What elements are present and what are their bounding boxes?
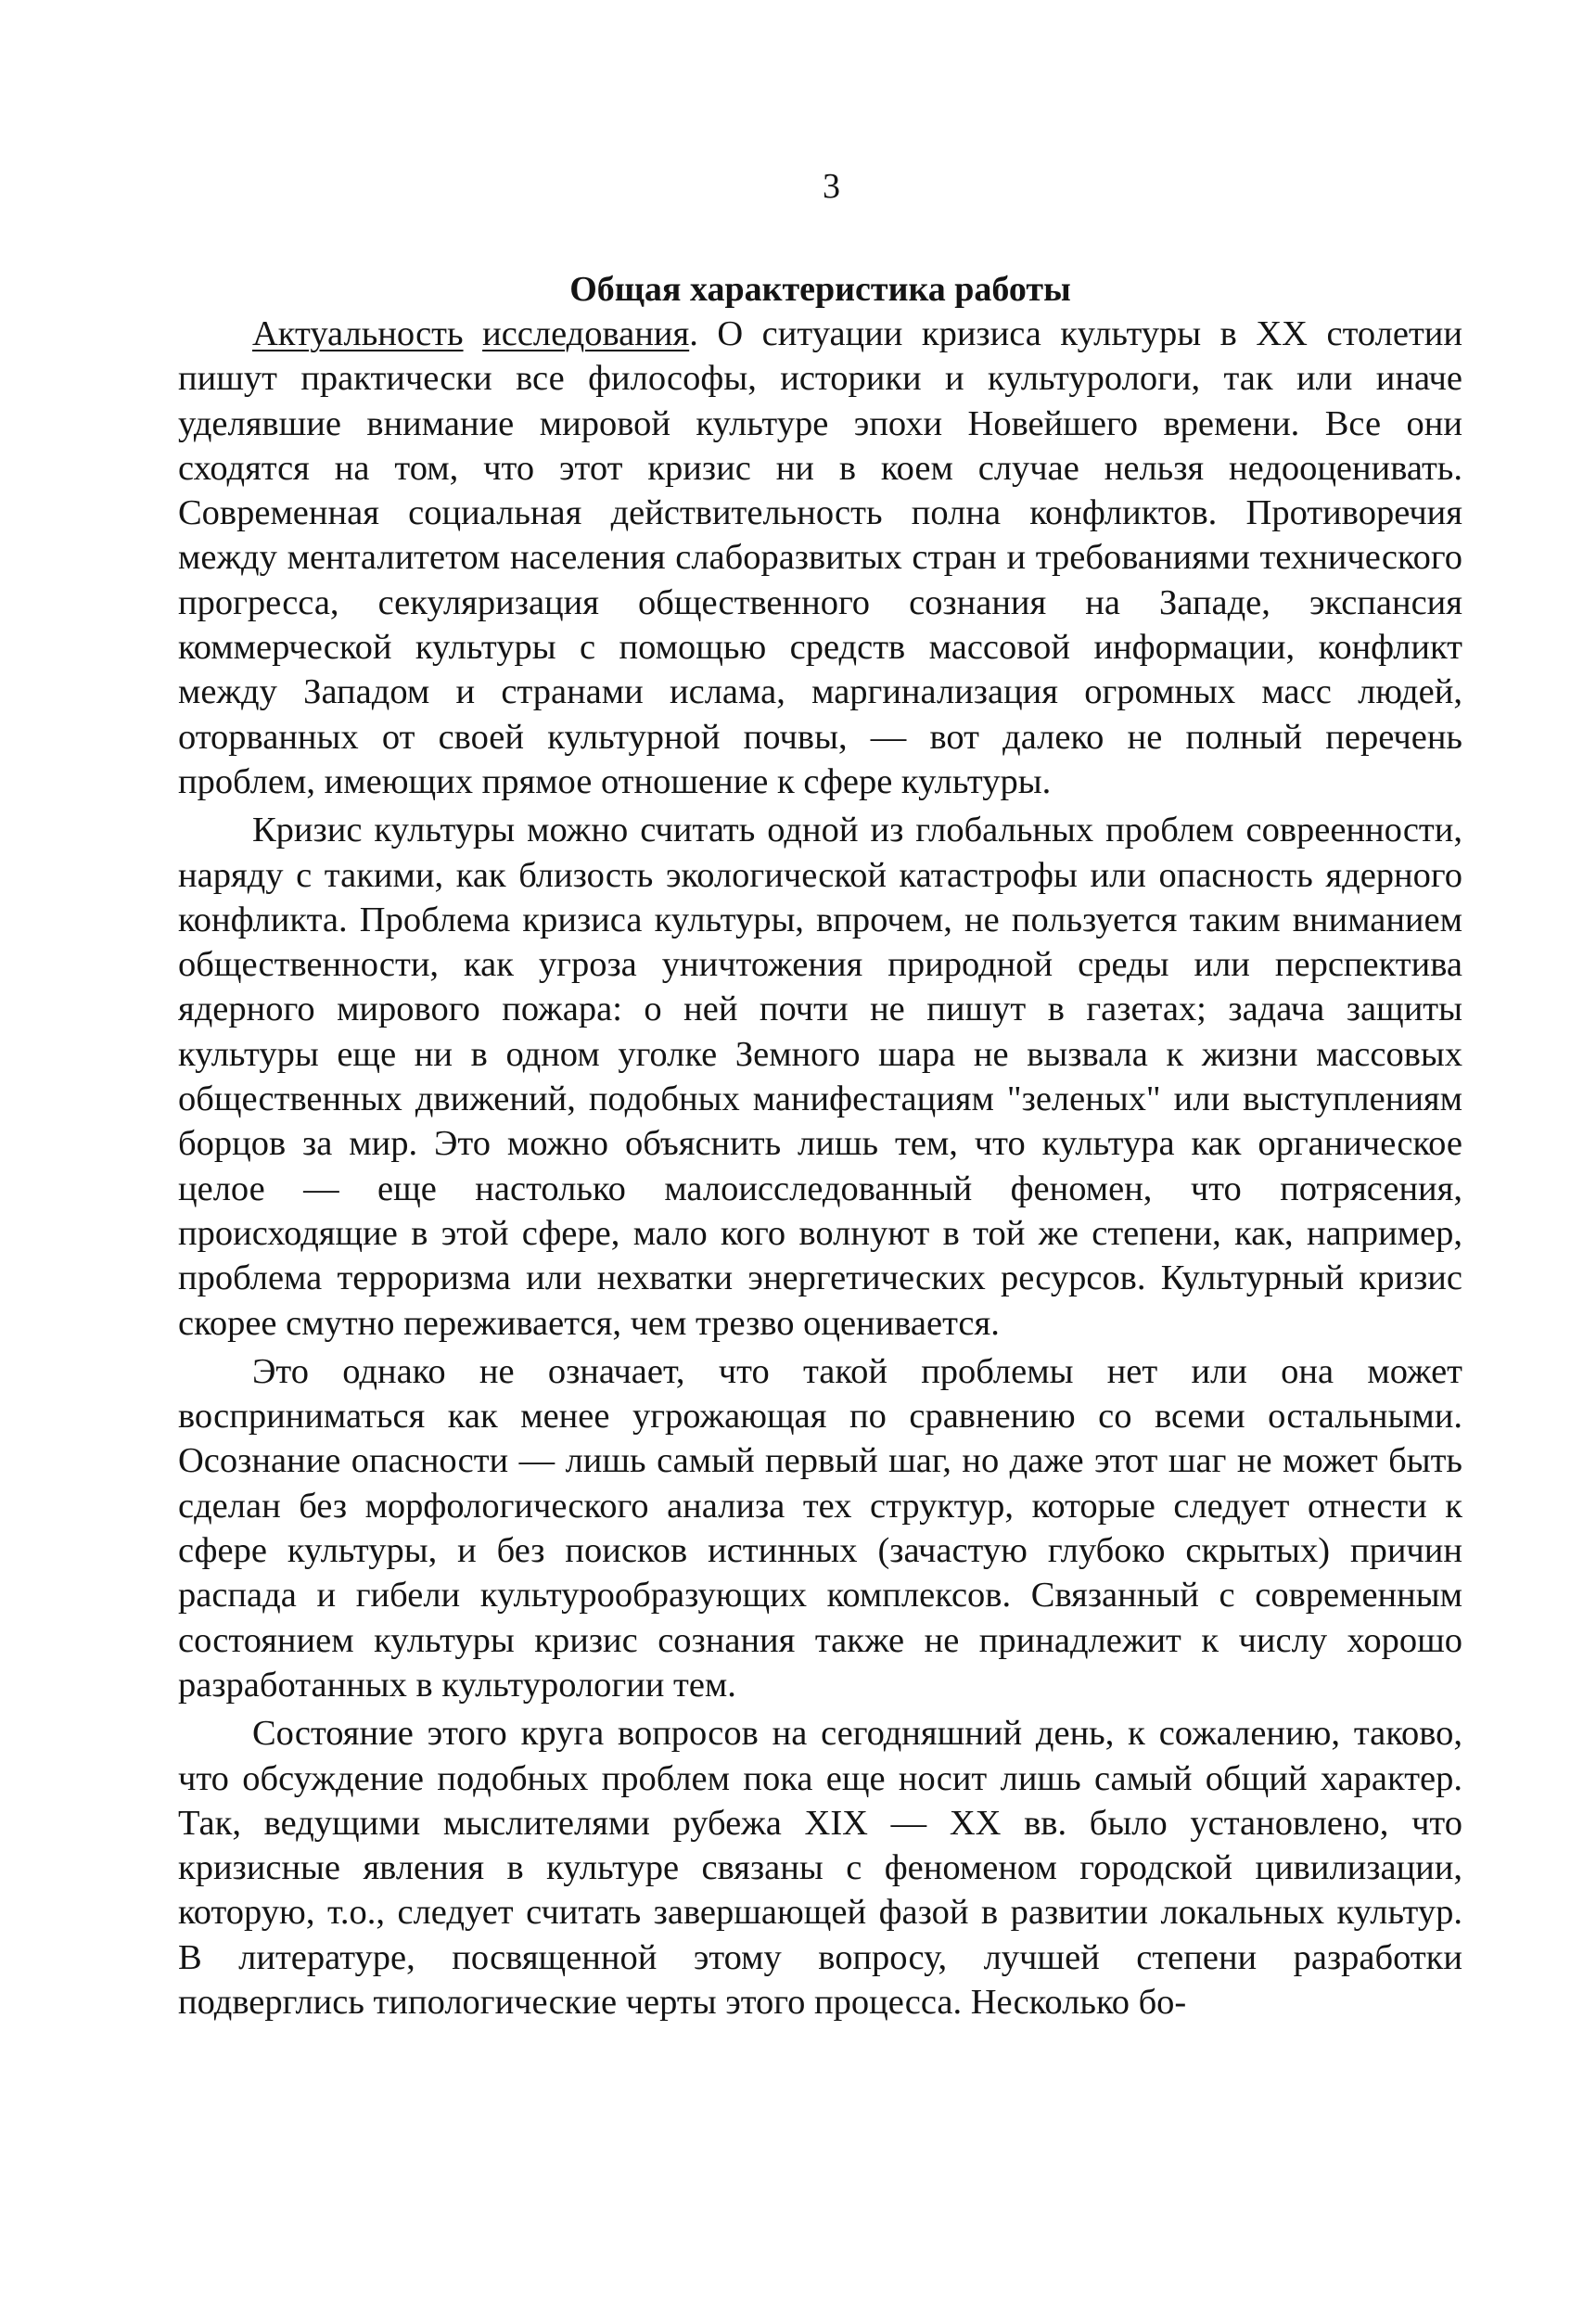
paragraph-culture-crisis: Кризис культуры можно считать одной из глобальных проблем совреенности, наряду с такими, как близость экологической катастрофы или опасность ядерного конфликта. Проблема кризиса культуры, впрочем, не пользуется таким вниманием общественности, как угроза уничтожения природной среды или перспектива ядерного мирового пожара: о ней почти не пишут в газетах; задача защиты культуры еще ни в одном уголке Земного шара не вызвала к жизни массовых общественных движений, подобных манифестациям "зеленых" или выступлениям борцов за мир. Это можно объяснить лишь тем, что культура как органическое целое — еще настолько малоисследованный феномен, что потрясения, происходящие в этой сфере, мало кого волнуют в той же степени, как, например, проблема терроризма или нехватки энергетических ресурсов. Культурный кризис скорее смутно переживается, чем трезво оценивается. (178, 811, 1462, 1343)
page-body (178, 267, 1462, 2024)
section-heading: Общая характеристика работы (569, 270, 1071, 309)
lead-word-research: исследования (482, 314, 690, 353)
paragraph-awareness: Это однако не означает, что такой проблемы нет или она может восприниматься как менее угрожающая по сравнению со всеми остальными. Осознание опасности — лишь самый первый шаг, но даже этот шаг не может быть сделан без морфологического анализа тех структур, которые следует отнести к сфере культуры, и без поисков истинных (зачастую глубоко скрытых) причин распада и гибели культурообразующих комплексов. Связанный с современным состоянием культуры кризис сознания также не принадлежит к числу хорошо разработанных в культурологии тем. (178, 1351, 1462, 1705)
lead-word-relevance: Актуальность (252, 314, 464, 353)
page-number: 3 (823, 167, 840, 206)
paragraph-state-of-research: Состояние этого круга вопросов на сегодняшний день, к сожалению, таково, что обсуждение подобных проблем пока еще носит лишь самый общий характер. Так, ведущими мыслителями рубежа XIX — XX вв. было установлено, что кризисные явления в культуре связаны с феноменом городской цивилизации, которую, т.о., следует считать завершающей фазой в развитии локальных культур. В литературе, посвященной этому вопросу, лучшей степени разработки подверглись типологические черты этого процесса. Несколько бо- (178, 1714, 1462, 2022)
paragraph-relevance-text: . О ситуации кризиса культуры в XX столетии пишут практически все философы, историки и культурологи, так или иначе уделявшие внимание мировой культуре эпохи Новейшего времени. Все они сходятся на том, что этот кризис ни в коем случае нельзя недооценивать. Современная социальная действительность полна конфликтов. Противоречия между менталитетом населения слаборазвитых стран и требованиями технического прогресса, секуляризация общественного сознания на Западе, экспансия коммерческой культуры с помощью средств массовой информации, конфликт между Западом и странами ислама, маргинализация огромных масс людей, оторванных от своей культурной почвы, — вот далеко не полный перечень проблем, имеющих прямое отношение к сфере культуры. (178, 314, 1463, 801)
paragraph-relevance (178, 312, 1462, 804)
